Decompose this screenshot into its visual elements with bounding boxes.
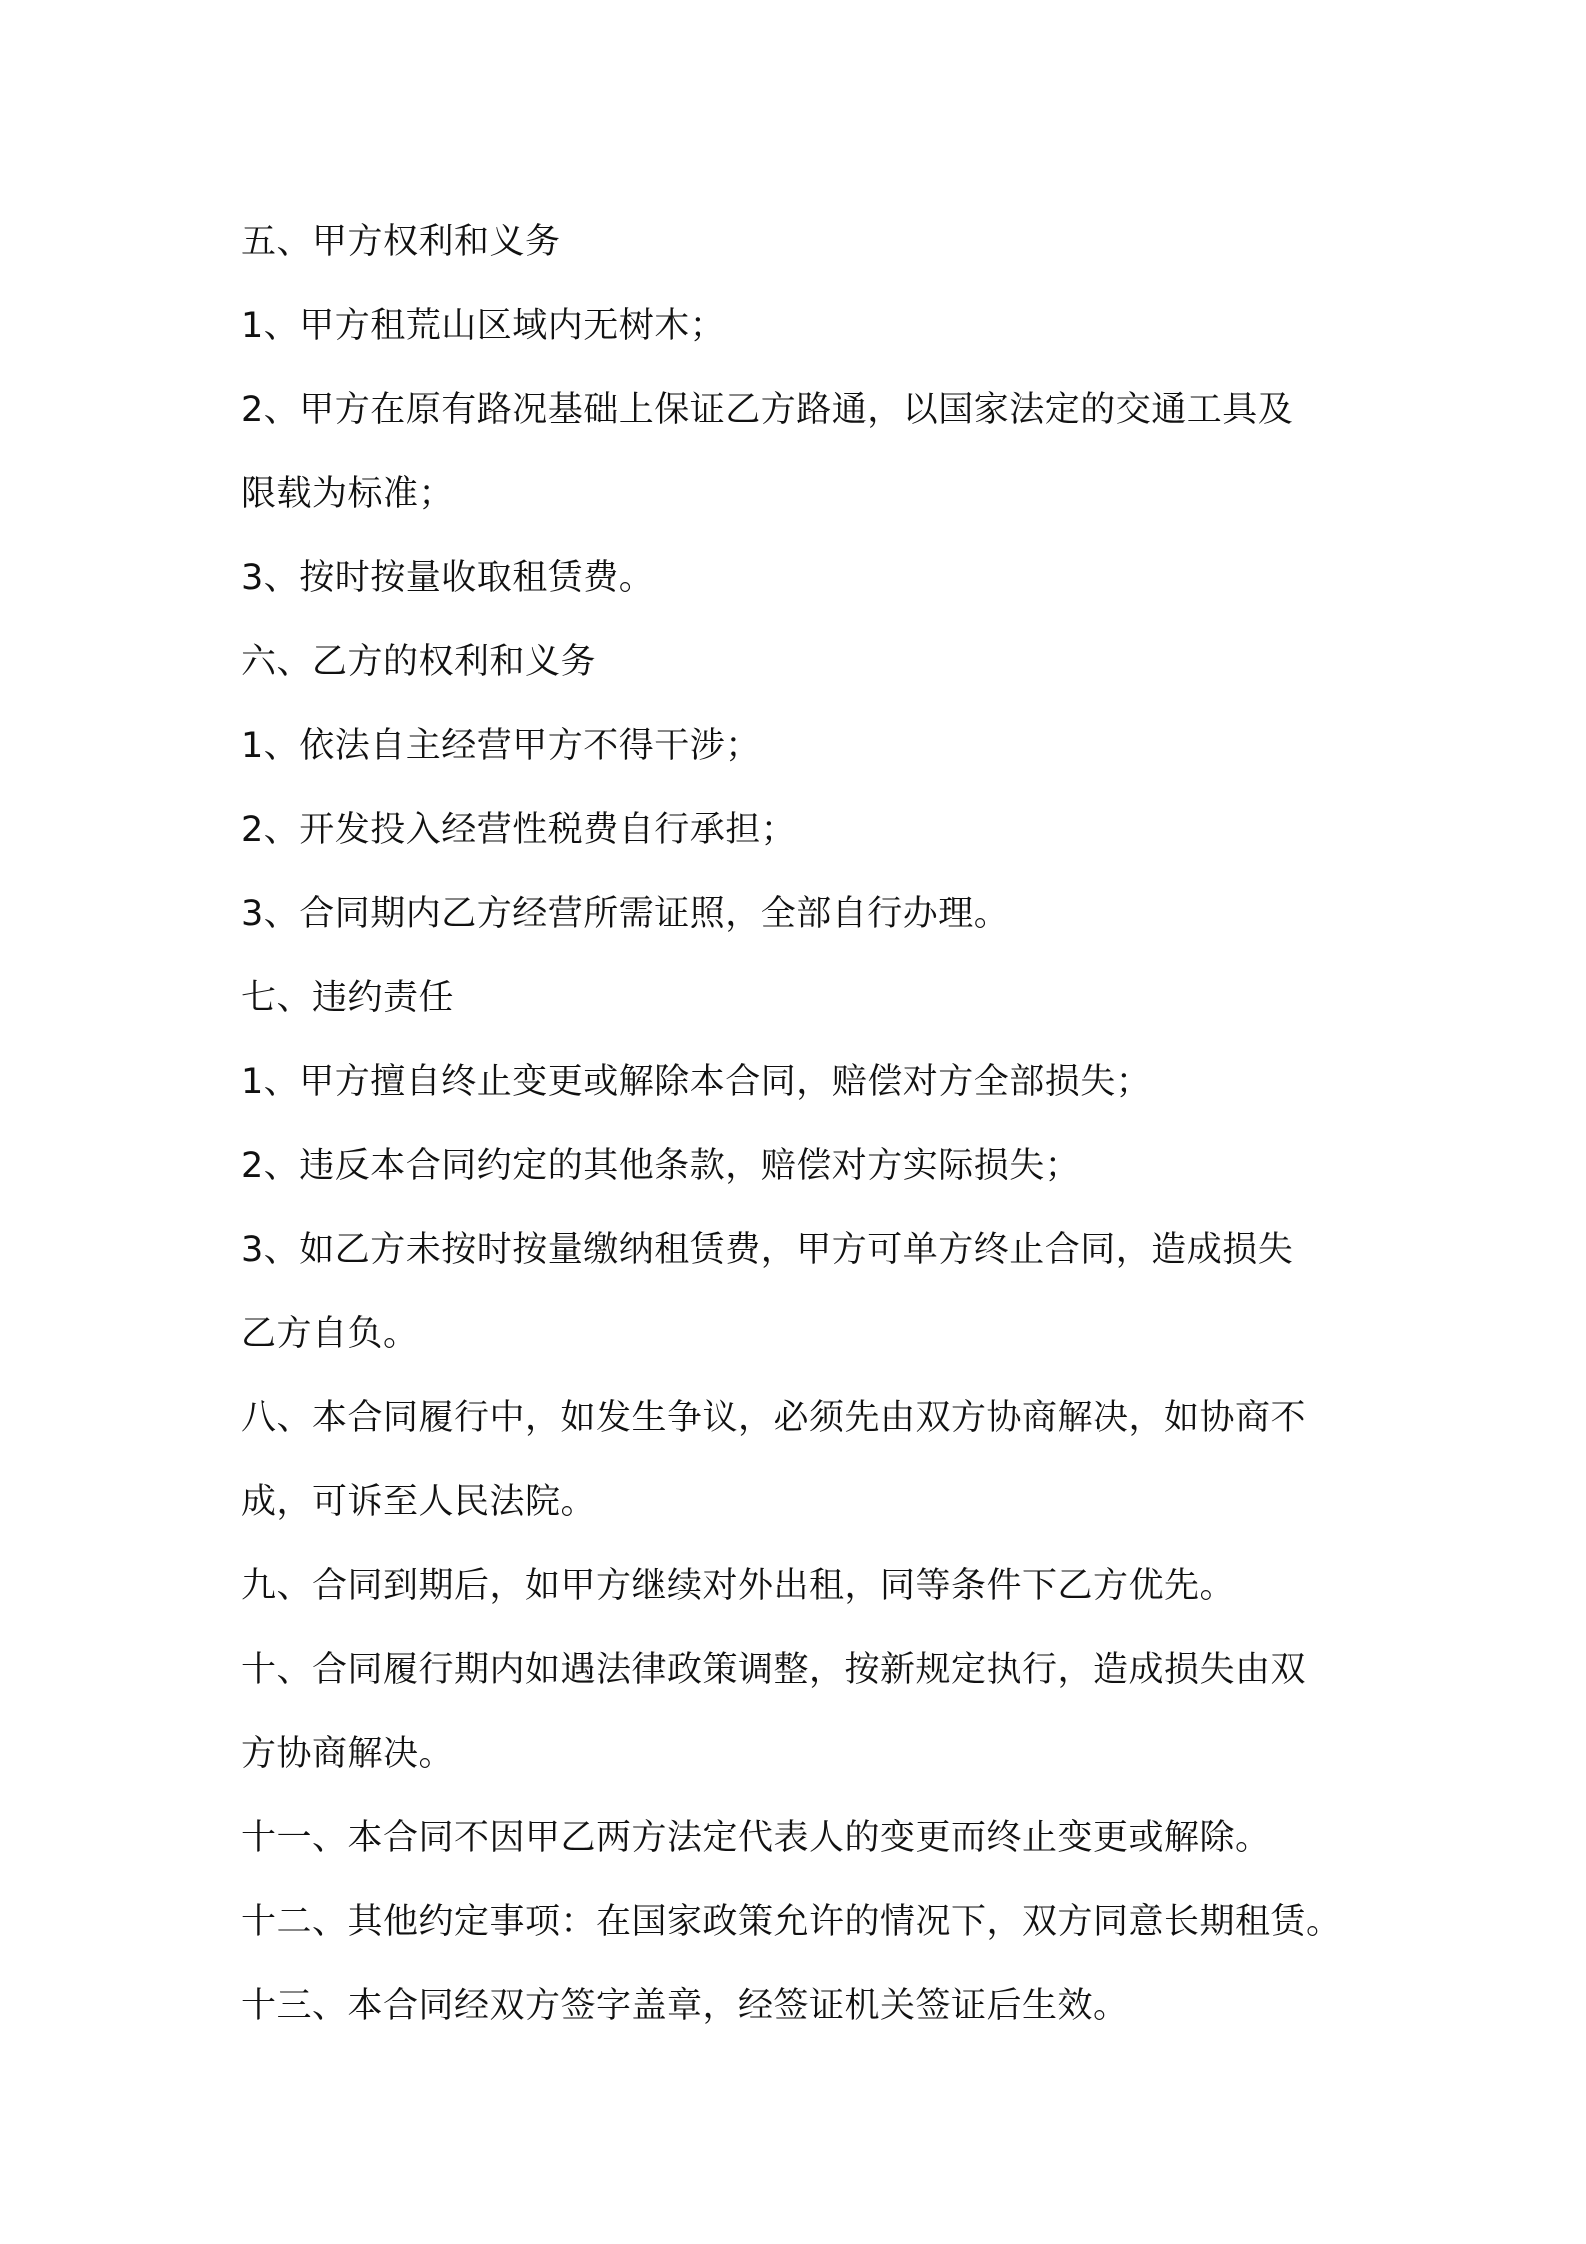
section-9: 九、合同到期后，如甲方继续对外出租，同等条件下乙方优先。 bbox=[241, 1566, 1236, 1606]
section-heading-5: 五、甲方权利和义务 bbox=[241, 222, 561, 262]
clause-5-1: 1、甲方租荒山区域内无树木； bbox=[241, 306, 726, 346]
clause-7-2: 2、违反本合同约定的其他条款，赔偿对方实际损失； bbox=[241, 1146, 1081, 1186]
section-10: 十、合同履行期内如遇法律政策调整，按新规定执行，造成损失由双 bbox=[241, 1650, 1307, 1690]
section-8-continued: 成，可诉至人民法院。 bbox=[241, 1482, 597, 1522]
section-heading-6: 六、乙方的权利和义务 bbox=[241, 642, 597, 682]
clause-7-3: 3、如乙方未按时按量缴纳租赁费，甲方可单方终止合同，造成损失 bbox=[241, 1230, 1294, 1270]
contract-body bbox=[241, 200, 1361, 2048]
clause-5-2-continued: 限载为标准； bbox=[241, 474, 455, 514]
section-heading-7: 七、违约责任 bbox=[241, 978, 455, 1018]
section-13: 十三、本合同经双方签字盖章，经签证机关签证后生效。 bbox=[241, 1986, 1129, 2026]
clause-6-1: 1、依法自主经营甲方不得干涉； bbox=[241, 726, 761, 766]
clause-5-2: 2、甲方在原有路况基础上保证乙方路通，以国家法定的交通工具及 bbox=[241, 390, 1294, 430]
clause-6-2: 2、开发投入经营性税费自行承担； bbox=[241, 810, 797, 850]
section-11: 十一、本合同不因甲乙两方法定代表人的变更而终止变更或解除。 bbox=[241, 1818, 1271, 1858]
section-12: 十二、其他约定事项：在国家政策允许的情况下，双方同意长期租赁。 bbox=[241, 1902, 1342, 1942]
clause-6-3: 3、合同期内乙方经营所需证照，全部自行办理。 bbox=[241, 894, 1010, 934]
clause-7-1: 1、甲方擅自终止变更或解除本合同，赔偿对方全部损失； bbox=[241, 1062, 1152, 1102]
section-8: 八、本合同履行中，如发生争议，必须先由双方协商解决，如协商不 bbox=[241, 1398, 1307, 1438]
section-10-continued: 方协商解决。 bbox=[241, 1734, 455, 1774]
clause-7-3-continued: 乙方自负。 bbox=[241, 1314, 419, 1354]
clause-5-3: 3、按时按量收取租赁费。 bbox=[241, 558, 655, 598]
